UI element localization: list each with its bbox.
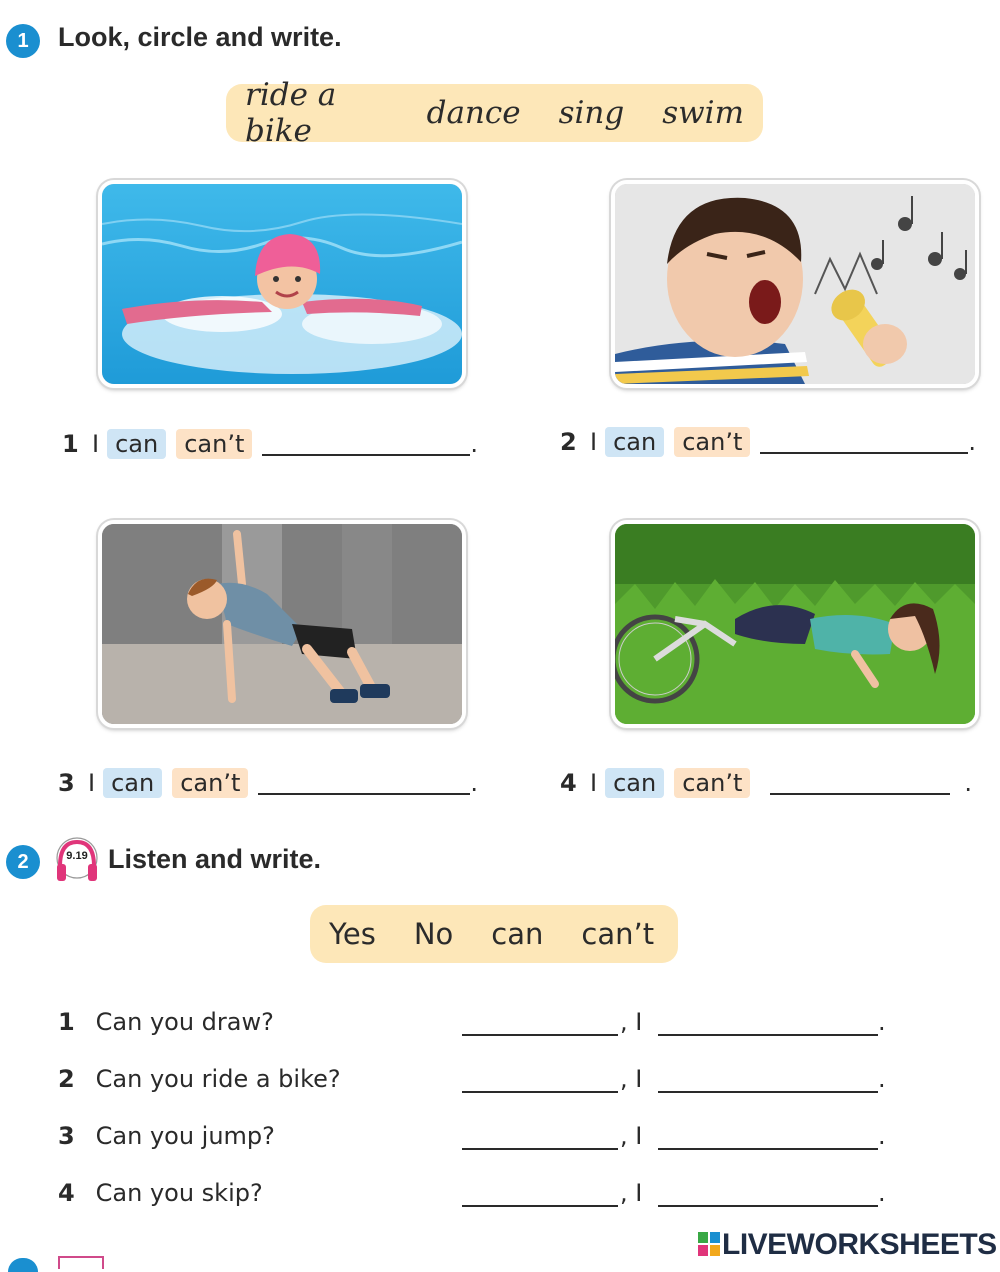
cant-option[interactable]: can’t [172,768,248,798]
answer-blank-yes-no[interactable] [462,1012,618,1036]
answer-mid: , I [620,1008,643,1036]
question-text: Can you ride a bike? [95,1065,341,1093]
answer-blank[interactable] [262,432,470,456]
sentence-end: . [964,769,972,797]
can-option[interactable]: can [605,768,664,798]
can-option[interactable]: can [107,429,166,459]
answer-end: . [878,1065,886,1093]
question-text: Can you jump? [95,1122,275,1150]
answer-blank-can-cant[interactable] [658,1126,878,1150]
cant-option[interactable]: can’t [674,427,750,457]
answer-blank[interactable] [258,771,470,795]
photo-dancing-boy [98,520,466,728]
headphones-icon[interactable] [54,836,100,884]
exercise-1-title: Look, circle and write. [58,22,342,52]
question-number: 3 [58,1122,75,1150]
question-number: 4 [58,1179,75,1207]
exercise-2-title: Listen and write. [108,844,322,874]
sentence-number: 4 [560,769,577,797]
word-bank-item: No [413,917,454,951]
photo-singing-boy [611,180,979,388]
answer-end: . [878,1122,886,1150]
word-bank-item: Yes [329,917,376,951]
sentence-3 [58,766,478,800]
answer-blank-can-cant[interactable] [658,1183,878,1207]
sentence-number: 3 [58,769,75,797]
exercise-1-badge [6,24,40,58]
next-exercise-badge-partial [8,1258,38,1272]
word-bank-item: can [491,917,544,951]
answer-blank[interactable] [760,430,968,454]
question-number: 1 [58,1008,75,1036]
cant-option[interactable]: can’t [176,429,252,459]
answer-end: . [878,1008,886,1036]
can-option[interactable]: can [103,768,162,798]
sentence-2 [560,425,976,459]
word-bank-item: sing [558,95,625,131]
photo-girl-with-bike [611,520,979,728]
answer-blank-yes-no[interactable] [462,1126,618,1150]
liveworksheets-brand: LIVEWORKSHEETS [722,1228,997,1261]
question-row-4 [58,1179,918,1213]
sentence-subject: I [88,769,96,797]
exercise-number: 2 [17,850,29,873]
answer-end: . [878,1179,886,1207]
exercise-2-badge [6,845,40,879]
cant-option[interactable]: can’t [674,768,750,798]
sentence-4 [560,766,972,800]
liveworksheets-logo-icon [698,1232,720,1256]
answer-blank[interactable] [770,771,950,795]
exercise-number: 1 [17,29,29,52]
sentence-subject: I [590,769,598,797]
word-bank-item: swim [662,95,744,131]
answer-blank-yes-no[interactable] [462,1183,618,1207]
audio-track-number: 9.19 [66,850,88,862]
question-row-3 [58,1122,918,1156]
sentence-number: 2 [560,428,577,456]
answer-mid: , I [620,1179,643,1207]
sentence-end: . [968,428,976,456]
question-text: Can you skip? [95,1179,263,1207]
answer-mid: , I [620,1122,643,1150]
answer-blank-can-cant[interactable] [658,1069,878,1093]
word-bank-2 [310,905,678,963]
photo-swimming-girl [98,180,466,388]
sentence-end: . [470,769,478,797]
sentence-end: . [470,430,478,458]
question-number: 2 [58,1065,75,1093]
book-icon-partial [58,1256,104,1269]
word-bank-item: dance [426,95,521,131]
answer-blank-yes-no[interactable] [462,1069,618,1093]
sentence-number: 1 [62,430,79,458]
sentence-subject: I [92,430,100,458]
word-bank-item: ride a bike [245,77,337,149]
answer-blank-can-cant[interactable] [658,1012,878,1036]
sentence-subject: I [590,428,598,456]
can-option[interactable]: can [605,427,664,457]
answer-mid: , I [620,1065,643,1093]
question-text: Can you draw? [95,1008,274,1036]
word-bank-item: can’t [581,917,655,951]
question-row-2 [58,1065,918,1099]
sentence-1 [62,427,478,461]
word-bank-1 [226,77,763,149]
question-row-1 [58,1008,918,1042]
